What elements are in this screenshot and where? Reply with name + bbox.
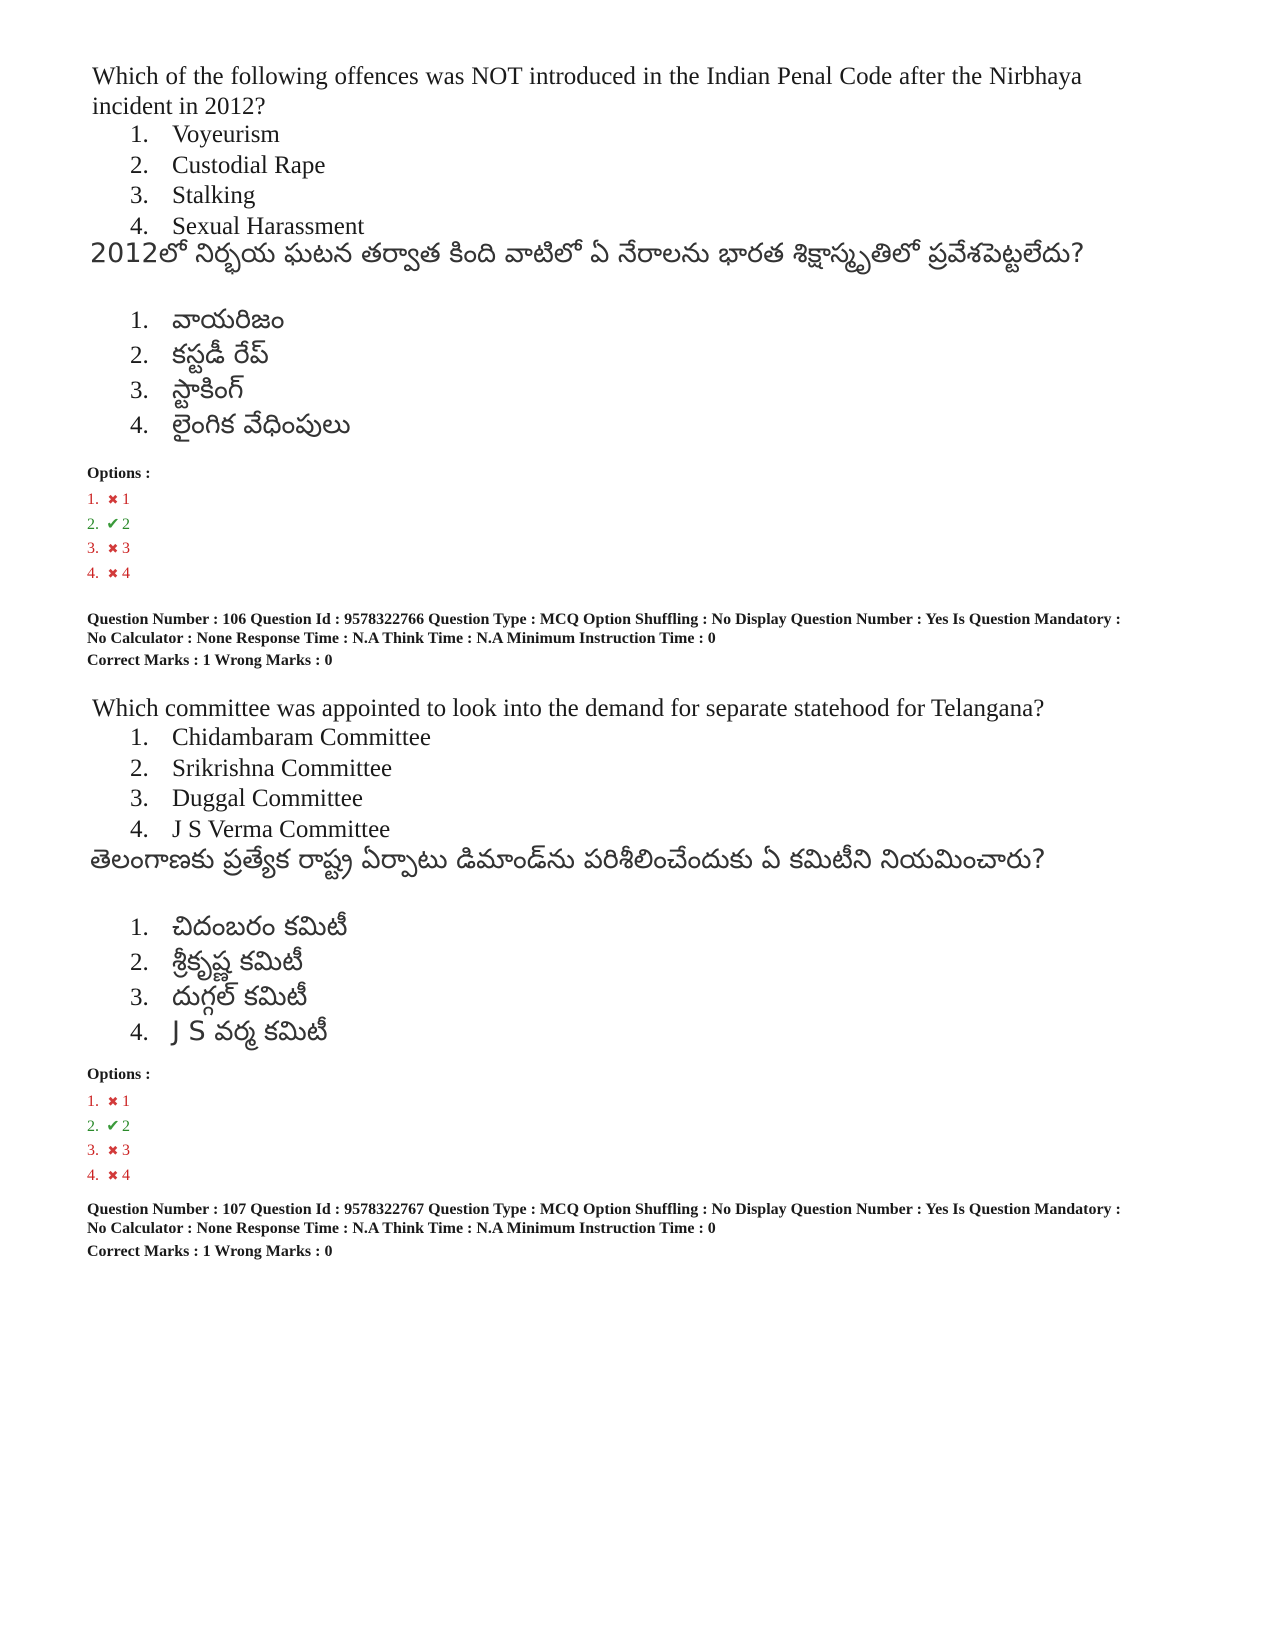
question-107-marks: Correct Marks : 1 Wrong Marks : 0 — [87, 1243, 333, 1260]
answer-option: 2. ✔ 2 — [87, 513, 130, 538]
cross-icon: ✖ — [107, 565, 119, 581]
question-106-meta: Question Number : 106 Question Id : 9578322766 Question Type : MCQ Option Shuffling : No Display Question Number : Yes Is Question Mandatory : No Calculator : None Response Time : N.A Think Time : N.A Minimum Instruction Time : 0 — [87, 611, 1121, 647]
question-106-options-te — [130, 910, 347, 1050]
option-te-4: 4. J S వర్మ కమిటీ — [130, 1016, 328, 1047]
options-label: Options : — [87, 465, 151, 482]
check-icon: ✔ — [106, 515, 120, 533]
check-icon: ✔ — [106, 1117, 120, 1135]
option-te-3: 3. స్టాకింగ్ — [130, 374, 244, 405]
question-105-text-en: Which of the following offences was NOT introduced in the Indian Penal Code after the Nirbhaya incident in 2012? — [92, 63, 1082, 120]
question-106-marks: Correct Marks : 1 Wrong Marks : 0 — [87, 652, 333, 669]
option-te-3: 3. దుగ్గల్ కమిటీ — [130, 981, 308, 1012]
answer-option: 1. ✖ 1 — [87, 488, 130, 513]
answer-option: 1. ✖ 1 — [87, 1090, 130, 1115]
option-te-2: 2. శ్రీకృష్ణ కమిటీ — [130, 946, 304, 977]
option-te-4: 4. లైంగిక వేధింపులు — [130, 409, 351, 440]
question-105-text-te: 2012లో నిర్భయ ఘటన తర్వాత కింది వాటిలో ఏ నేరాలను భారత శిక్షాస్మృతిలో ప్రవేశపెట్టలేదు? — [90, 238, 1085, 269]
answer-options-106 — [87, 1090, 130, 1188]
cross-icon: ✖ — [107, 492, 119, 508]
option-en-1: 1. Chidambaram Committee — [130, 724, 431, 751]
option-en-1: 1. Voyeurism — [130, 121, 280, 148]
option-te-2: 2. కస్టడీ రేప్ — [130, 339, 269, 370]
cross-icon: ✖ — [107, 541, 119, 557]
answer-option: 3. ✖ 3 — [87, 1139, 130, 1164]
answer-options-105 — [87, 488, 130, 586]
option-en-3: 3. Duggal Committee — [130, 785, 363, 812]
option-en-2: 2. Custodial Rape — [130, 151, 326, 179]
question-105-options-te — [130, 303, 351, 443]
question-106-text-en: Which committee was appointed to look into the demand for separate statehood for Telangana? — [92, 695, 1045, 722]
option-en-3: 3. Stalking — [130, 182, 256, 209]
option-te-1: 1. వాయరిజం — [130, 304, 285, 335]
question-107-meta: Question Number : 107 Question Id : 9578322767 Question Type : MCQ Option Shuffling : No Display Question Number : Yes Is Question Mandatory : No Calculator : None Response Time : N.A Think Time : N.A Minimum Instruction Time : 0 — [87, 1201, 1121, 1237]
question-106-options-en — [130, 723, 431, 845]
options-label: Options : — [87, 1066, 151, 1083]
cross-icon: ✖ — [107, 1167, 119, 1183]
option-en-2: 2. Srikrishna Committee — [130, 754, 393, 782]
answer-option: 4. ✖ 4 — [87, 1164, 130, 1189]
option-te-1: 1. చిదంబరం కమిటీ — [130, 911, 348, 942]
answer-option: 4. ✖ 4 — [87, 562, 130, 587]
question-106-text-te: తెలంగాణకు ప్రత్యేక రాష్ట్ర ఏర్పాటు డిమాండ్‌ను పరిశీలించేందుకు ఏ కమిటీని నియమించారు? — [90, 844, 1046, 875]
question-105-options-en — [130, 120, 364, 242]
answer-option: 2. ✔ 2 — [87, 1115, 130, 1140]
option-en-4: 4. Sexual Harassment — [130, 212, 365, 240]
cross-icon: ✖ — [107, 1143, 119, 1159]
answer-option: 3. ✖ 3 — [87, 537, 130, 562]
cross-icon: ✖ — [107, 1094, 119, 1110]
option-en-4: 4. J S Verma Committee — [130, 815, 391, 843]
